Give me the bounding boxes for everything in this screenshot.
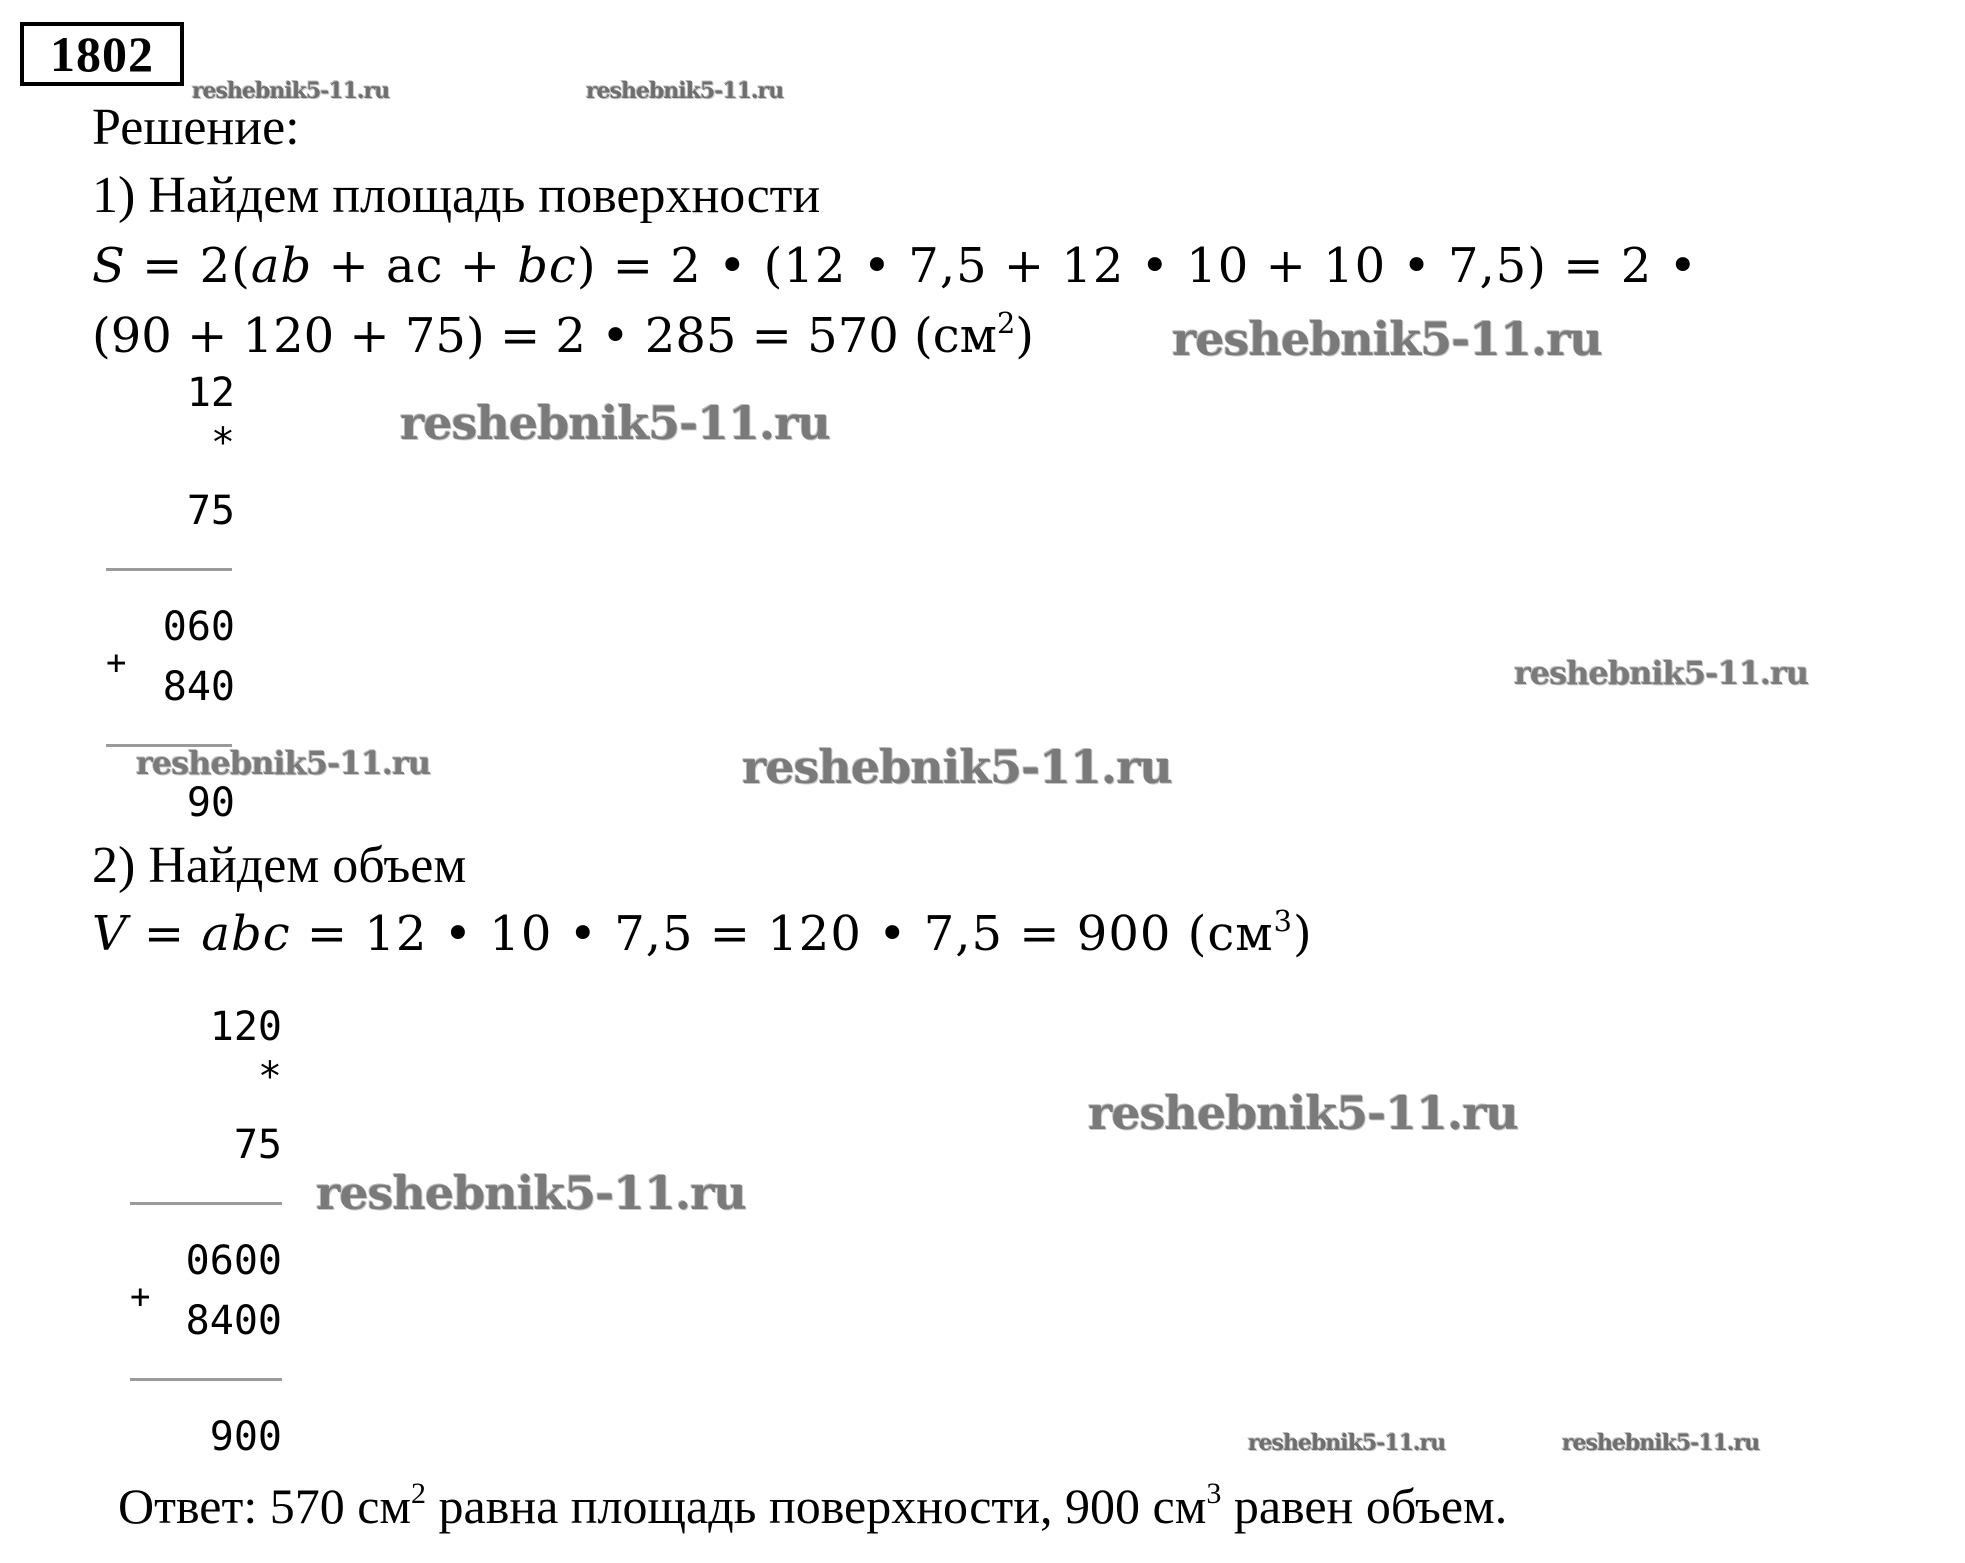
step1-formula-line1 [92, 236, 1698, 296]
unit-sup: 3 [1206, 1477, 1222, 1511]
calc1-line [106, 568, 232, 571]
unit-sup: 2 [996, 306, 1016, 340]
task-number-box [20, 22, 184, 86]
watermark: reshebnik5-11.ru [586, 78, 784, 104]
unit-sup: 3 [1273, 904, 1293, 938]
step1-formula-line2 [92, 306, 1034, 366]
watermark: reshebnik5-11.ru [1088, 1086, 1518, 1140]
watermark: reshebnik5-11.ru [1562, 1430, 1760, 1456]
unit-sup: 2 [411, 1477, 427, 1511]
calc1-plus: + [106, 643, 127, 683]
formula-var-s: S [92, 238, 126, 294]
watermark: reshebnik5-11.ru [192, 78, 390, 104]
calc2-multiplicand: 120 [209, 1004, 282, 1050]
calc2-partial2: 8400 [185, 1298, 282, 1344]
step2-formula [92, 904, 1313, 964]
watermark: reshebnik5-11.ru [1514, 654, 1809, 692]
calc2-result: 900 [209, 1414, 282, 1460]
calc2-line [130, 1378, 282, 1381]
step1-title: 1) Найдем площадь поверхности [92, 167, 821, 224]
answer-text: равен объем. [1221, 1478, 1508, 1534]
formula-ab: ab [250, 238, 313, 294]
formula-part: = 2( [125, 238, 251, 294]
formula-abc: abc [201, 906, 291, 962]
formula-part: = 12 • 10 • 7,5 = 120 • 7,5 = 900 (см [306, 906, 1274, 962]
watermark: reshebnik5-11.ru [316, 1166, 746, 1220]
formula-part: = [127, 906, 202, 962]
formula-part [291, 906, 307, 962]
task-number: 1802 [50, 26, 154, 82]
calc1-result: 90 [186, 780, 235, 826]
formula-part: + ac + [312, 238, 518, 294]
calc1-partial1: 060 [162, 604, 235, 650]
watermark: reshebnik5-11.ru [742, 740, 1172, 794]
calc2-multiplier: 75 [233, 1122, 282, 1168]
formula-var-v: V [92, 906, 128, 962]
step2-title: 2) Найдем объем [92, 837, 467, 894]
formula-bc: bc [517, 238, 577, 294]
watermark: reshebnik5-11.ru [136, 744, 431, 782]
watermark: reshebnik5-11.ru [400, 396, 830, 450]
solution-heading: Решение: [92, 99, 300, 156]
answer-text: Ответ: 570 см [118, 1478, 412, 1534]
calc2-line [130, 1202, 282, 1205]
calc1-partial2: 840 [162, 664, 235, 710]
watermark: reshebnik5-11.ru [1172, 312, 1602, 366]
watermark: reshebnik5-11.ru [1248, 1430, 1446, 1456]
calc1-multiplicand: 12 [186, 370, 235, 416]
answer-text: равна площадь поверхности, 900 см [426, 1478, 1207, 1534]
formula-part: ) [1015, 308, 1035, 364]
calc2-plus: + [130, 1277, 151, 1317]
calc1-operator: * [210, 420, 235, 466]
formula-part: ) [1292, 906, 1313, 962]
calc1-multiplier: 75 [186, 488, 235, 534]
formula-part: ) = 2 • (12 • 7,5 + 12 • 10 + 10 • 7,5) = 2 • [576, 238, 1698, 294]
formula-part: (90 + 120 + 75) = 2 • 285 = 570 (см [92, 308, 997, 364]
calc2-operator: * [257, 1054, 282, 1100]
answer-line [118, 1476, 1507, 1536]
calc2-partial1: 0600 [185, 1238, 282, 1284]
